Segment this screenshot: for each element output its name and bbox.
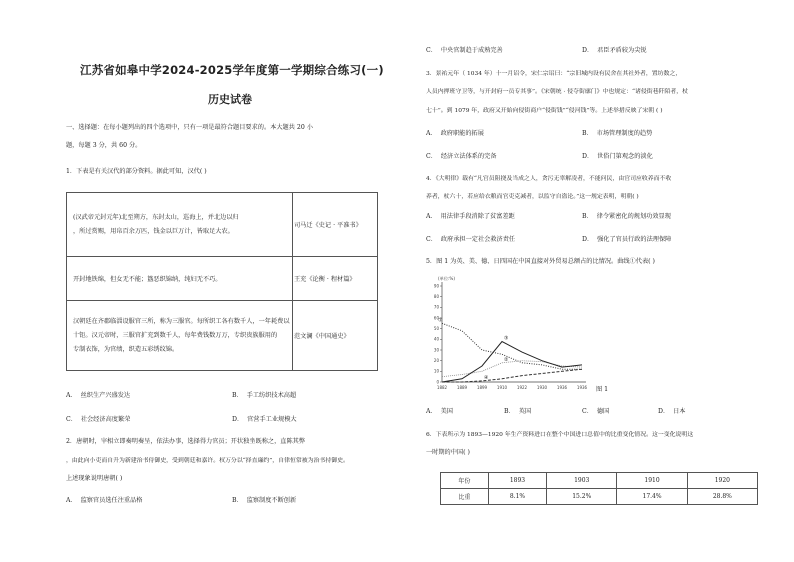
y-tick-label: 10 [433,368,439,374]
table-row [67,257,378,301]
q5-option-d[interactable]: D． 日本 [658,408,686,415]
x-tick-label: 1889 [456,385,468,390]
q5-option-c[interactable]: C． 德国 [582,408,610,415]
source-text: 范文澜《中国通史》 [294,333,350,340]
q2-option-c[interactable]: C． 中央官制趋于成熟完善 [426,47,503,54]
series-line-4 [442,369,582,382]
q3-option-b[interactable]: B． 市场管理制度的趋势 [582,130,653,137]
q3-line1: 3．景祐元年（ 1034 年）十一月诏令，宋仁宗诏曰：“宗旧城内设有民舍在其社外者，置坊数之， [426,71,682,77]
q2-option-a[interactable]: A． 监察官员选任注重品格 [66,497,143,504]
table-cell: 17.4% [617,489,687,505]
table-cell-source [293,193,378,257]
source-text: 王充《论衡 · 程材篇》 [294,276,356,283]
table-header-cell: 年份 [441,473,489,489]
table-header-cell: 1920 [687,473,757,489]
q3-option-d[interactable]: D． 世俗门第观念的淡化 [582,153,653,160]
q4-option-c[interactable]: C． 政府承担一定社会救济责任 [426,236,516,243]
table-header-cell: 1903 [547,473,617,489]
x-tick-label: 1882 [436,385,448,390]
q4-option-d[interactable]: D． 强化了官员行政的法理保障 [582,236,672,243]
x-tick-label: 1910 [496,385,508,390]
table-header-row [441,473,758,489]
q3-line2: 人员内押班守卫等，与开封府一员专其事”。《宋朝统 · 侵夺街廓门》中也规定：“诸侵街巷阡陌者，杖 [426,89,688,95]
y-tick-label: 70 [433,304,439,310]
q3-option-c[interactable]: C． 经济立法体系的完备 [426,153,497,160]
x-tick-label: 1936 [556,385,568,390]
q2-line2: ，由此向小吏而自升为新建治书侍御史，受到朝廷和嘉许。权万分以“择直廉约”，自律恒常被为治书持御史。 [66,458,349,464]
table-cell: 15.2% [547,489,617,505]
source-text: 司马迁《史记 · 平准书》 [294,222,362,229]
q1-source-table [66,192,378,371]
x-tick-label: 1930 [536,385,548,390]
q1-option-b[interactable]: B． 手工纺织技术高超 [232,392,297,399]
table-header-cell: 1893 [488,473,546,489]
x-tick-label: 1922 [516,385,528,390]
y-axis-label: (单位:%) [438,276,456,281]
q6-data-table [440,472,758,505]
x-tick-label: 1936 [576,385,588,390]
q3-line3: 七十”。到 1079 年，政府又开始向侵街商户“侵街钱”“侵河钱”等。上述举措反映了宋朝 ( ) [426,108,663,114]
q1-option-d[interactable]: D． 官营手工业规模大 [232,416,297,423]
series-label: ③ [504,335,509,342]
y-tick-label: 90 [433,283,439,289]
y-tick-label: 30 [433,347,439,353]
table-row [67,193,378,257]
q2-line1: 2．唐朝时，宰相立即奏明奏呈，依法办事，选择得力官员；开状独坐既称之，直陈其弊 [66,438,306,445]
q4-option-b[interactable]: B． 律令紧密化的规划功效显现 [582,213,671,220]
q6-line1: 6．下表所示为 1893—1920 年生产资料进口在整个中国进口总值中的比重变化情况。这一变化说明这 [426,432,694,438]
cell-line: 开封地铁绵，但女无不能；簋恶织锦纳，纯妇无不巧。 [73,276,222,283]
y-tick-label: 60 [433,315,439,321]
cell-line: 汉朝廷在齐郡临淄设服官三所，称为三服官。每所织工各有数千人，一年耗费以 [73,317,290,325]
q1-option-c[interactable]: C． 社会经济高度繁荣 [66,416,131,423]
q2-option-d[interactable]: D． 君臣矛盾较为尖锐 [582,47,647,54]
q2-option-b[interactable]: B． 监察制度不断创新 [232,497,297,504]
cell-line: ，所过赏赐，用帛百余万匹，钱金以巨万计，皆取足大农。 [73,227,234,235]
table-cell-source [293,301,378,371]
y-tick-label: 40 [433,336,439,342]
table-header-cell: 1910 [617,473,687,489]
y-tick-label: 50 [433,326,439,332]
table-row [67,301,378,371]
table-cell: 28.8% [687,489,757,505]
q5-option-a[interactable]: A． 美国 [426,408,453,415]
q5-line-chart [422,274,592,400]
page-subtitle: 历史试卷 [208,93,252,106]
section-instructions-line2: 题，每题 3 分，共 60 分。 [66,142,142,149]
series-label: ① [438,317,443,324]
q6-line2: 一时期的中国( ) [426,449,470,456]
q3-option-a[interactable]: A． 政府职能的拓展 [426,130,484,137]
page-title: 江苏省如皋中学2024-2025学年度第一学期综合练习(一) [80,63,384,77]
q5-stem: 5．图 1 为英、美、德、日四国在中国直接对外贸易总额占的比情况。曲线①代表( ) [426,258,655,265]
q4-option-a[interactable]: A． 用法律手段消除了贫富差距 [426,213,515,220]
q1-stem: 1．下表是有关汉代的部分资料。据此可知，汉代( ) [66,168,207,175]
y-tick-label: 20 [433,358,439,364]
section-instructions-line1: 一、选择题：在每小题列出的四个选项中，只有一项是最符合题目要求的。本大题共 20 小 [66,124,313,131]
table-cell-source [293,257,378,301]
q1-option-a[interactable]: A． 丝织生产兴盛发达 [66,392,131,399]
cell-line: 十钜。汉元帝时，三服官扩充到数千人，每年费钱数万万，专织贵族服用的 [73,331,278,339]
q4-line1: 4．《大明律》载有“凡官员阻挠及当成之人，贪污无辜解凌者，不能问民，由官司应收养而不收 [426,176,672,182]
q5-option-b[interactable]: B． 英国 [504,408,532,415]
table-cell-content [67,301,293,371]
cell-line: 专制衣饰，为官绩，织造五彩绣纹锦。 [73,345,179,353]
cell-line: (汉武帝元封元年)北至朔方，东封太山，巡海上，并北边以归 [73,213,239,221]
table-cell-content [67,257,293,301]
q2-line3: 上述现象说明唐朝( ) [66,475,123,482]
q4-line2: 养者，杖六十，若应给衣粮而官吏克减者，以监守自盗论。”这一规定表明，明朝( ) [426,194,639,200]
series-label: ④ [484,374,489,381]
table-cell: 比重 [441,489,489,505]
q5-figure-label: 图 1 [596,386,609,393]
table-cell: 8.1% [488,489,546,505]
y-tick-label: 80 [433,294,439,300]
table-cell-content [67,193,293,257]
y-tick-label: 0 [436,379,439,385]
x-tick-label: 1899 [476,385,488,390]
series-line-2 [442,361,582,377]
table-row [441,489,758,505]
series-label: ② [504,356,509,363]
